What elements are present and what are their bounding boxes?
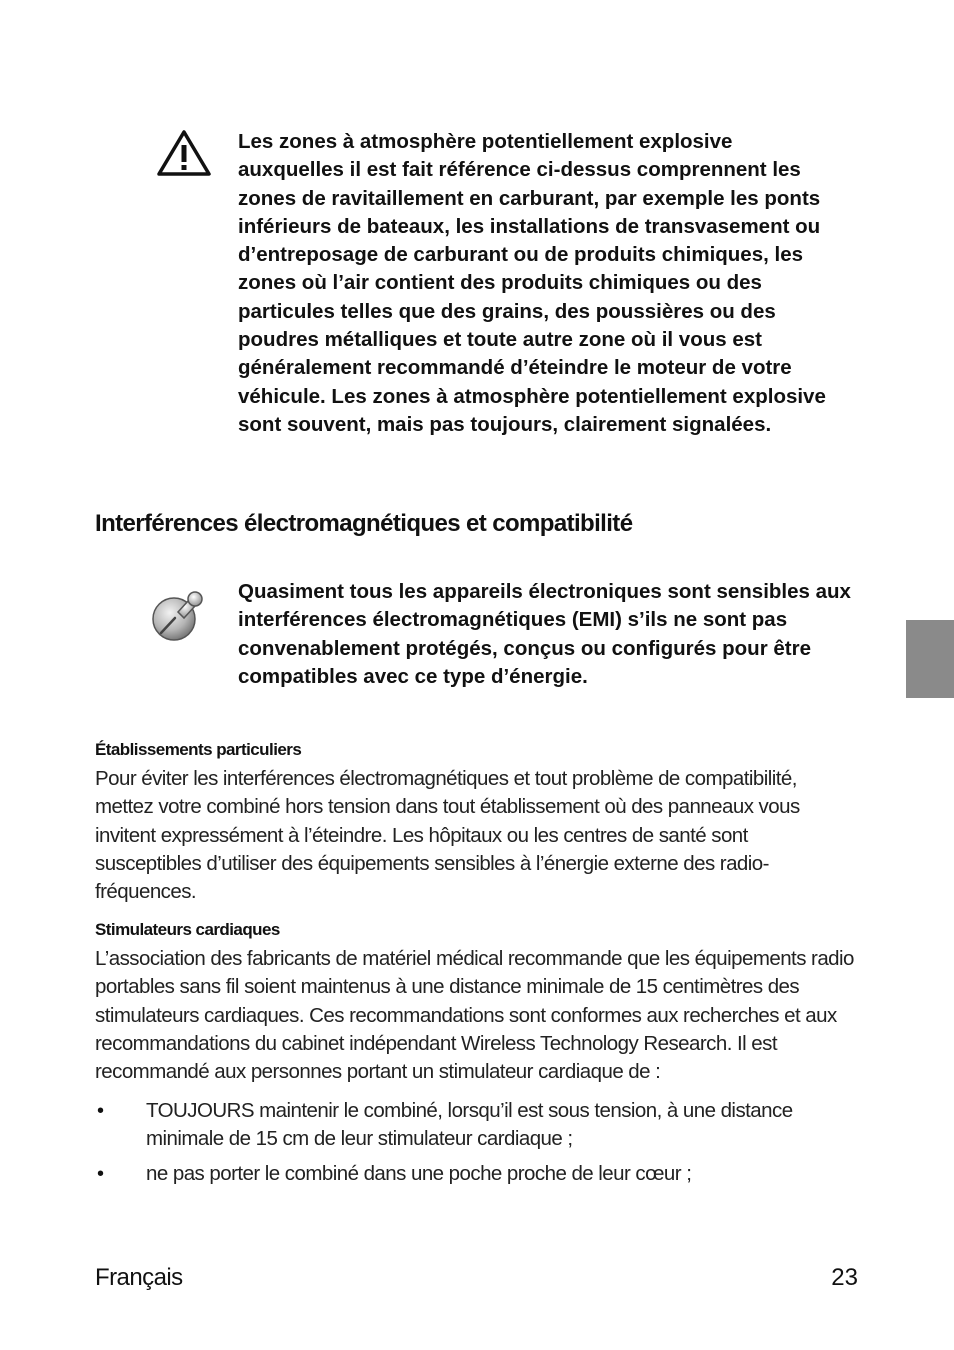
bullet-item: TOUJOURS maintenir le combiné, lorsqu’il est sous tension, à une distance minimale de 15 cm de leur stimulateur cardiaque ; xyxy=(146,1099,793,1151)
footer-language: Français xyxy=(95,1264,183,1291)
note-text: Quasiment tous les appareils électroniques sont sensibles aux interférences électromagnétiques (EMI) s’ils ne sont pas convenablement protégés, conçus ou configurés pour être compatibles avec ce type d’énergie. xyxy=(238,580,851,688)
bullet-item: ne pas porter le combiné dans une poche proche de leur cœur ; xyxy=(146,1162,692,1185)
warning-triangle-icon xyxy=(156,128,212,178)
pushpin-note-icon xyxy=(149,588,207,644)
bullet-marker: • xyxy=(97,1163,105,1185)
body-paragraph-etablissements: Pour éviter les interférences électromagnétiques et tout problème de compatibilité, mettez votre combiné hors tension dans tout établissement où des panneaux vous invitent expressément à l’éteindre. Les hôpitaux ou les centres de santé sont susceptibles d’utiliser des équipements sensibles à l’énergie externe des radio-fréquences. xyxy=(95,767,800,904)
page-number: 23 xyxy=(831,1264,858,1291)
warning-text: Les zones à atmosphère potentiellement explosive auxquelles il est fait référence ci-dessus comprennent les zones de ravitaillement en carburant, par exemple les ponts inférieurs de bateaux, les installations de transvasement ou d’entreposage de carburant ou de produits chimiques, les zones où l’air contient des produits chimiques ou des particules telles que des grains, des poussières ou des poudres métalliques et toute autre zone où il vous est généralement recommandé d’éteindre le moteur de votre véhicule. Les zones à atmosphère potentiellement explosive sont souvent, mais pas toujours, clairement signalées. xyxy=(238,130,826,436)
subheading-stimulateurs: Stimulateurs cardiaques xyxy=(95,920,280,939)
bullet-marker: • xyxy=(97,1100,105,1122)
section-heading: Interférences électromagnétiques et compatibilité xyxy=(95,510,633,537)
body-paragraph-stimulateurs: L’association des fabricants de matériel médical recommande que les équipements radio portables sans fil soient maintenus à une distance minimale de 15 centimètres des stimulateurs cardiaques. Ces recommandations sont conformes aux recherches et aux recommandations du cabinet indépendant Wireless Technology Research. Il est recommandé aux personnes portant un stimulateur cardiaque de : xyxy=(95,947,854,1084)
chapter-side-tab xyxy=(906,620,954,698)
subheading-etablissements: Établissements particuliers xyxy=(95,740,302,759)
